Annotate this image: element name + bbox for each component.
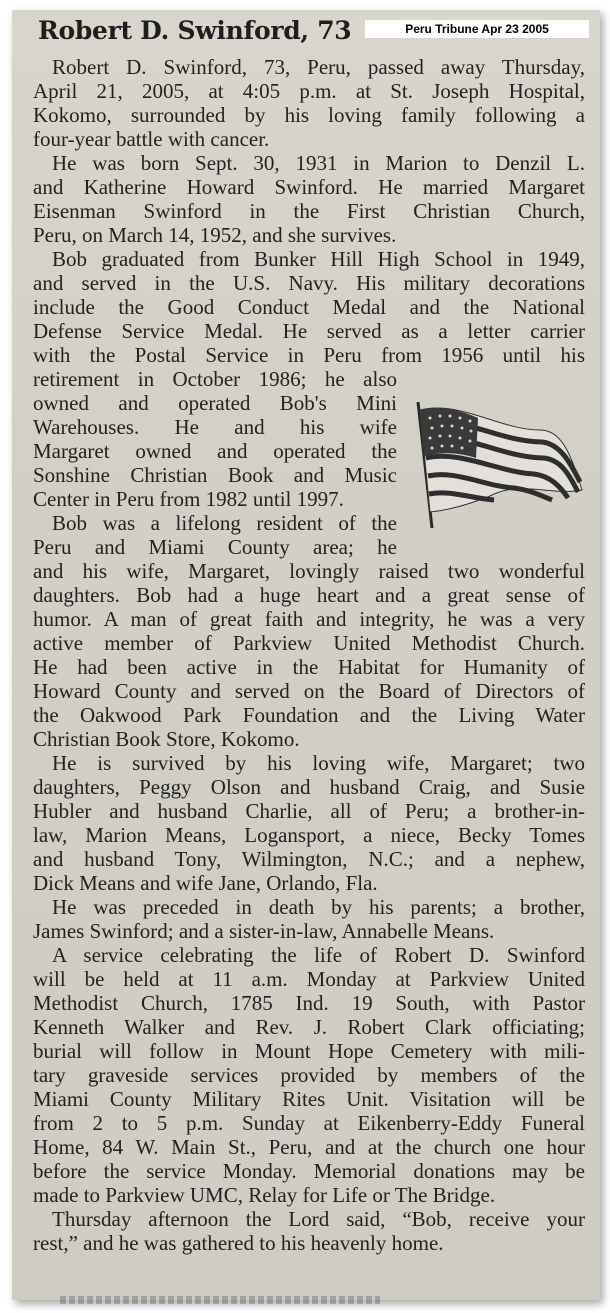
body-line: Margaret owned and operated the (33, 439, 397, 463)
body-line: Sonshine Christian Book and Music (33, 463, 397, 487)
body-line: Warehouses. He and his wife (33, 415, 397, 439)
body-line: Bob graduated from Bunker Hill High School in 1949, (52, 247, 585, 271)
body-line: before the service Monday. Memorial donations may be (33, 1159, 585, 1183)
body-line: tary graveside services provided by members of the (33, 1063, 585, 1087)
body-line: daughters, Peggy Olson and husband Craig, and Susie (33, 775, 585, 799)
body-line: Howard County and served on the Board of Directors of (33, 679, 585, 703)
body-line: with the Postal Service in Peru from 1956 until his (33, 343, 585, 367)
body-line: He was preceded in death by his parents; a brother, (52, 895, 585, 919)
body-line: Methodist Church, 1785 Ind. 19 South, with Pastor (33, 991, 585, 1015)
body-line: Home, 84 W. Main St., Peru, and at the church one hour (33, 1135, 585, 1159)
body-line: will be held at 11 a.m. Monday at Parkview United (33, 967, 585, 991)
body-line: burial will follow in Mount Hope Cemetery with mili- (33, 1039, 585, 1063)
body-line: and served in the U.S. Navy. His military decorations (33, 271, 585, 295)
body-line: A service celebrating the life of Robert D. Swinford (52, 943, 585, 967)
body-line: He was born Sept. 30, 1931 in Marion to Denzil L. (52, 151, 585, 175)
body-line: April 21, 2005, at 4:05 p.m. at St. Joseph Hospital, (33, 79, 585, 103)
body-line: active member of Parkview United Methodist Church. (33, 631, 585, 655)
body-line: and husband Tony, Wilmington, N.C.; and a nephew, (33, 847, 585, 871)
body-line: rest,” and he was gathered to his heavenly home. (33, 1231, 444, 1255)
body-line: the Oakwood Park Foundation and the Living Water (33, 703, 585, 727)
obituary-headline: Robert D. Swinford, 73 (38, 16, 352, 45)
body-line: Eisenman Swinford in the First Christian Church, (33, 199, 585, 223)
body-line: Peru and Miami County area; he (33, 535, 397, 559)
body-line: Kenneth Walker and Rev. J. Robert Clark officiating; (33, 1015, 585, 1039)
body-line: Hubler and husband Charlie, all of Peru; a brother-in- (33, 799, 585, 823)
body-line: retirement in October 1986; he also (33, 367, 397, 391)
body-line: from 2 to 5 p.m. Sunday at Eikenberry-Eddy Funeral (33, 1111, 585, 1135)
body-line: James Swinford; and a sister-in-law, Annabelle Means. (33, 919, 495, 943)
body-line: four-year battle with cancer. (33, 127, 270, 151)
body-line: Kokomo, surrounded by his loving family following a (33, 103, 585, 127)
body-line: Thursday afternoon the Lord said, “Bob, receive your (52, 1207, 585, 1231)
body-line: Miami County Military Rites Unit. Visitation will be (33, 1087, 585, 1111)
body-line: include the Good Conduct Medal and the National (33, 295, 585, 319)
body-line: Center in Peru from 1982 until 1997. (33, 487, 344, 511)
body-line: Peru, on March 14, 1952, and she survives. (33, 223, 397, 247)
american-flag-icon (410, 400, 588, 532)
body-line: made to Parkview UMC, Relay for Life or The Bridge. (33, 1183, 496, 1207)
body-line: and his wife, Margaret, lovingly raised two wonderful (33, 559, 585, 583)
body-line: daughters. Bob had a huge heart and a great sense of (33, 583, 585, 607)
source-label: Peru Tribune Apr 23 2005 (365, 20, 589, 38)
body-line: humor. A man of great faith and integrity, he was a very (33, 607, 585, 631)
body-line: and Katherine Howard Swinford. He married Margaret (33, 175, 585, 199)
body-line: Robert D. Swinford, 73, Peru, passed away Thursday, (52, 55, 585, 79)
body-line: law, Marion Means, Logansport, a niece, Becky Tomes (33, 823, 585, 847)
body-line: He is survived by his loving wife, Margaret; two (52, 751, 585, 775)
body-line: owned and operated Bob's Mini (33, 391, 397, 415)
body-line: He had been active in the Habitat for Humanity of (33, 655, 585, 679)
body-line: Christian Book Store, Kokomo. (33, 727, 300, 751)
body-line: Dick Means and wife Jane, Orlando, Fla. (33, 871, 378, 895)
body-line: Defense Service Medal. He served as a letter carrier (33, 319, 585, 343)
body-line: Bob was a lifelong resident of the (52, 511, 397, 535)
bleed-through-text (60, 1296, 380, 1304)
